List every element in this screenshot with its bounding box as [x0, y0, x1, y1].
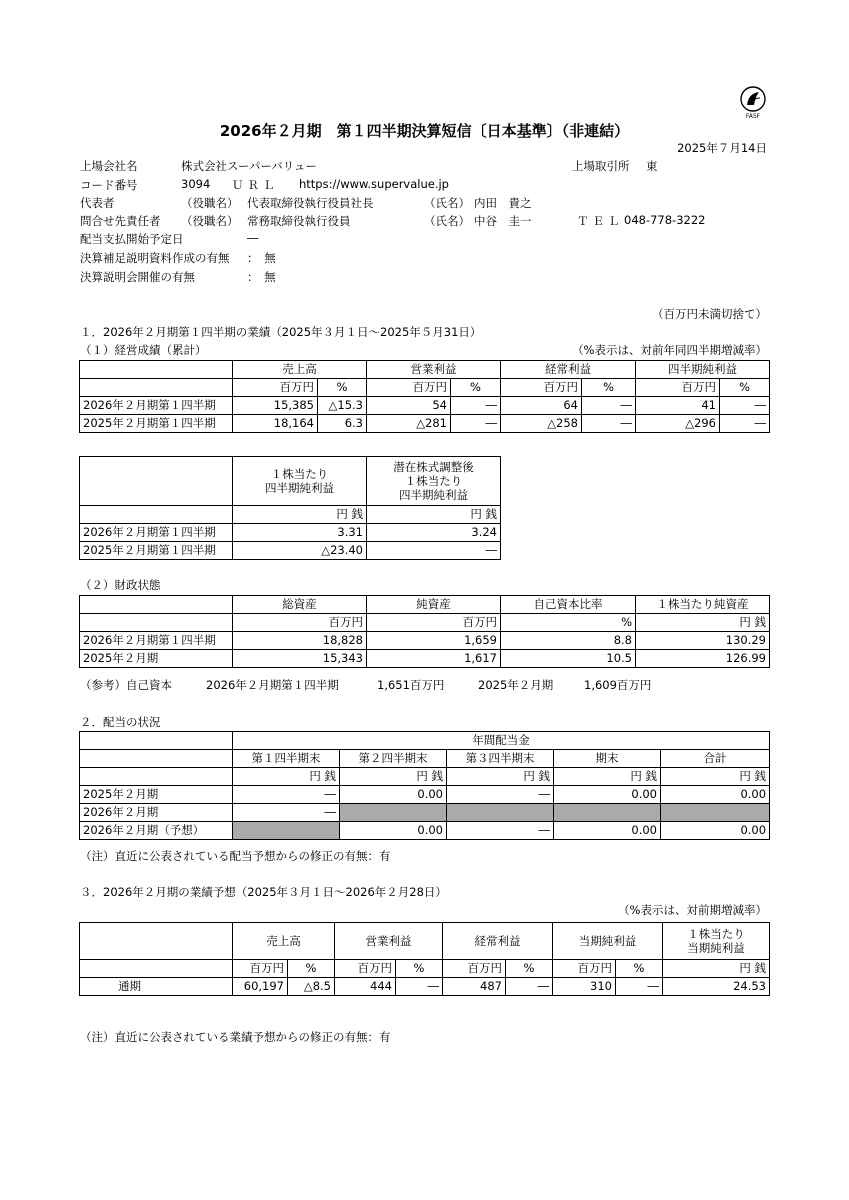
reference-value-2: 1,609百万円 [584, 678, 652, 692]
table-cell: 3.31 [233, 524, 367, 542]
table-cell: 18,828 [233, 632, 367, 650]
meeting-label: 決算説明会開催の有無 [80, 270, 195, 284]
exchange-label: 上場取引所 [572, 159, 630, 173]
unit-mil: 百万円 [501, 379, 582, 397]
table-cell: 1,617 [367, 650, 501, 668]
table-cell: 3.24 [367, 524, 501, 542]
table-cell: 6.3 [318, 415, 367, 433]
table-cell: 2026年２月期第１四半期 [80, 632, 233, 650]
table-cell: 円 銭 [340, 768, 447, 786]
diluted-header-line1: 潜在株式調整後 [393, 460, 474, 474]
operating-results-heading: （１）経営成績（累計） [80, 343, 207, 357]
header-blank [80, 361, 233, 379]
table-cell: 百万円 [553, 960, 616, 978]
unit-yen: 円 銭 [233, 506, 367, 524]
table-row [80, 786, 770, 804]
table-header-row [80, 923, 770, 960]
unit-yen: 円 銭 [367, 506, 501, 524]
unit-pct: % [318, 379, 367, 397]
annual-dividend-header: 年間配当金 [233, 732, 770, 750]
table-cell [233, 457, 367, 506]
header-operating-income: 営業利益 [367, 361, 501, 379]
table-cell [80, 614, 233, 632]
table-cell: % [501, 614, 636, 632]
reference-value-1: 1,651百万円 [377, 678, 445, 692]
table-cell: ― [616, 978, 663, 996]
table-cell: 487 [443, 978, 506, 996]
table-cell: 10.5 [501, 650, 636, 668]
table-cell: 60,197 [233, 978, 288, 996]
dividend-table [79, 731, 770, 840]
section1-heading: １．2026年２月期第１四半期の業績（2025年３月１日～2025年５月31日） [80, 325, 482, 339]
header-year-end: 期末 [554, 750, 661, 768]
listed-company-label: 上場会社名 [80, 159, 138, 173]
table-cell: 百万円 [335, 960, 396, 978]
unit-pct: % [582, 379, 636, 397]
table-cell: 2026年２月期 [80, 804, 233, 822]
table-row [80, 397, 770, 415]
listed-company-value: 株式会社スーパーバリュー [181, 159, 317, 173]
table-cell [554, 804, 661, 822]
contact-label: 問合せ先責任者 [80, 214, 161, 228]
table-row [80, 632, 770, 650]
header-total: 合計 [661, 750, 770, 768]
table-header-row [80, 596, 770, 614]
table-cell: 百万円 [367, 614, 501, 632]
table-cell: 0.00 [340, 822, 447, 840]
table-header-row [80, 750, 770, 768]
header-sales: 売上高 [233, 361, 367, 379]
rep-name-label: （氏名） [424, 196, 470, 210]
table-cell: △258 [501, 415, 582, 433]
table-cell [80, 732, 233, 750]
table-cell: 0.00 [554, 822, 661, 840]
table-cell: 64 [501, 397, 582, 415]
forecast-header-ordinary: 経常利益 [443, 923, 553, 960]
table-header-row [80, 457, 501, 506]
table-cell: 円 銭 [636, 614, 770, 632]
table-cell [663, 923, 770, 960]
table-cell: ― [720, 415, 770, 433]
reference-period-1: 2026年２月期第１四半期 [206, 678, 339, 692]
table-cell: ― [233, 786, 340, 804]
reference-label: （参考）自己資本 [80, 678, 172, 692]
supplementary-value: ： 無 [247, 251, 276, 265]
table-cell: 円 銭 [661, 768, 770, 786]
table-cell: ― [506, 978, 553, 996]
table-cell: 126.99 [636, 650, 770, 668]
table-cell: 1,659 [367, 632, 501, 650]
table-cell [80, 506, 233, 524]
table-cell: 2025年２月期 [80, 650, 233, 668]
table-cell: 2025年２月期第１四半期 [80, 542, 233, 560]
table-header-row [80, 960, 770, 978]
table-cell: 2026年２月期（予想） [80, 822, 233, 840]
table-cell: ― [720, 397, 770, 415]
forecast-eps-header-line2: 当期純利益 [687, 941, 745, 955]
forecast-header-operating: 営業利益 [335, 923, 443, 960]
rep-title: 代表取締役執行役員社長 [247, 196, 374, 210]
header-bps: １株当たり純資産 [636, 596, 770, 614]
forecast-eps-header-line1: １株当たり [687, 927, 745, 941]
table-cell: 0.00 [340, 786, 447, 804]
table-header-row [80, 506, 501, 524]
table-cell [661, 804, 770, 822]
header-total-assets: 総資産 [233, 596, 367, 614]
meeting-value: ： 無 [247, 270, 276, 284]
table-header-row [80, 732, 770, 750]
contact-title: 常務取締役執行役員 [247, 214, 351, 228]
table-cell: 0.00 [554, 786, 661, 804]
table-cell: 0.00 [661, 822, 770, 840]
contact-title-label: （役職名） [181, 214, 239, 228]
table-cell: % [506, 960, 553, 978]
operating-results-table [79, 360, 770, 433]
table-row [80, 978, 770, 996]
table-cell: △23.40 [233, 542, 367, 560]
financial-position-heading: （２）財政状態 [80, 578, 161, 592]
table-cell [233, 822, 340, 840]
table-cell [80, 768, 233, 786]
table-cell: 2026年２月期第１四半期 [80, 397, 233, 415]
url-value[interactable]: https://www.supervalue.jp [299, 177, 449, 191]
code-value: 3094 [181, 177, 211, 191]
table-row [80, 542, 501, 560]
table-cell [80, 379, 233, 397]
reference-period-2: 2025年２月期 [478, 678, 554, 692]
table-cell: 通期 [80, 978, 233, 996]
table-row [80, 415, 770, 433]
table-row [80, 822, 770, 840]
table-cell: % [288, 960, 335, 978]
unit-mil: 百万円 [367, 379, 451, 397]
header-q2-end: 第２四半期末 [340, 750, 447, 768]
table-cell: 百万円 [233, 614, 367, 632]
unit-pct: % [451, 379, 501, 397]
table-cell: 円 銭 [447, 768, 554, 786]
table-cell: △296 [636, 415, 720, 433]
table-row [80, 524, 501, 542]
forecast-revision-note: （注）直近に公表されている業績予想からの修正の有無：有 [80, 1030, 391, 1044]
diluted-header-line3: 四半期純利益 [399, 488, 468, 502]
unit-mil: 百万円 [233, 379, 318, 397]
forecast-pct-note: （%表示は、対前期増減率） [618, 903, 767, 917]
table-header-row [80, 768, 770, 786]
table-cell: ― [396, 978, 443, 996]
table-cell [447, 804, 554, 822]
table-cell [80, 750, 233, 768]
rep-title-label: （役職名） [181, 196, 239, 210]
table-cell: ― [367, 542, 501, 560]
table-cell: 百万円 [233, 960, 288, 978]
contact-name: 中谷 圭一 [474, 214, 532, 228]
table-cell: 2025年２月期 [80, 786, 233, 804]
table-cell: 0.00 [661, 786, 770, 804]
table-cell: 2026年２月期第１四半期 [80, 524, 233, 542]
table-cell: 18,164 [233, 415, 318, 433]
table-cell: 54 [367, 397, 451, 415]
unit-pct: % [720, 379, 770, 397]
header-q1-end: 第１四半期末 [233, 750, 340, 768]
table-cell: 310 [553, 978, 616, 996]
table-cell [340, 804, 447, 822]
url-label: ＵＲＬ [232, 178, 279, 192]
eps-header-line2: 四半期純利益 [265, 481, 334, 495]
contact-name-label: （氏名） [424, 214, 470, 228]
supplementary-label: 決算補足説明資料作成の有無 [80, 251, 230, 265]
header-q3-end: 第３四半期末 [447, 750, 554, 768]
financial-position-table [79, 595, 770, 668]
table-cell: 円 銭 [233, 768, 340, 786]
page-title: 2026年２月期 第１四半期決算短信〔日本基準〕（非連結） [219, 122, 630, 140]
table-cell: 百万円 [443, 960, 506, 978]
table-cell: 15,343 [233, 650, 367, 668]
table-cell: 円 銭 [663, 960, 770, 978]
header-net-assets: 純資産 [367, 596, 501, 614]
table-cell: ― [451, 397, 501, 415]
table-header-row [80, 361, 770, 379]
table-cell: % [396, 960, 443, 978]
table-row [80, 650, 770, 668]
forecast-header-net: 当期純利益 [553, 923, 663, 960]
dividend-date-label: 配当支払開始予定日 [80, 232, 184, 246]
forecast-table [79, 922, 770, 996]
table-cell [80, 923, 233, 960]
table-cell: 2025年２月期第１四半期 [80, 415, 233, 433]
table-cell: 8.8 [501, 632, 636, 650]
logo-text: FASF [745, 113, 761, 120]
table-cell: 15,385 [233, 397, 318, 415]
table-cell: % [616, 960, 663, 978]
table-cell: ― [233, 804, 340, 822]
table-cell [80, 596, 233, 614]
dividend-revision-note: （注）直近に公表されている配当予想からの修正の有無：有 [80, 849, 391, 863]
table-cell: 41 [636, 397, 720, 415]
table-cell: △281 [367, 415, 451, 433]
eps-table [79, 456, 501, 560]
table-cell: 444 [335, 978, 396, 996]
forecast-header-sales: 売上高 [233, 923, 335, 960]
exchange-value: 東 [646, 159, 658, 173]
header-net-income: 四半期純利益 [636, 361, 770, 379]
unit-mil: 百万円 [636, 379, 720, 397]
table-cell [80, 960, 233, 978]
header-equity-ratio: 自己資本比率 [501, 596, 636, 614]
table-cell: ― [447, 786, 554, 804]
representative-label: 代表者 [80, 196, 115, 210]
diluted-header-line2: １株当たり [404, 474, 463, 488]
dividend-date-value: ― [247, 231, 259, 245]
table-header-row [80, 379, 770, 397]
table-cell: △15.3 [318, 397, 367, 415]
table-cell: ― [451, 415, 501, 433]
fasf-logo [738, 86, 768, 120]
table-cell: △8.5 [288, 978, 335, 996]
table-cell [80, 457, 233, 506]
table-cell: 円 銭 [554, 768, 661, 786]
table-cell: ― [582, 397, 636, 415]
table-cell: ― [447, 822, 554, 840]
rep-name: 内田 貴之 [474, 196, 532, 210]
table-cell [367, 457, 501, 506]
table-cell: 130.29 [636, 632, 770, 650]
table-cell: ― [582, 415, 636, 433]
eps-header-line1: １株当たり [270, 467, 329, 481]
tel-label: ＴＥＬ [577, 214, 624, 228]
section3-heading: ３．2026年２月期の業績予想（2025年３月１日～2026年２月28日） [80, 885, 447, 899]
report-date: 2025年７月14日 [677, 141, 767, 155]
operating-results-note: （%表示は、対前年同四半期増減率） [572, 343, 767, 357]
table-cell: 24.53 [663, 978, 770, 996]
header-ordinary-income: 経常利益 [501, 361, 636, 379]
table-row [80, 804, 770, 822]
code-label: コード番号 [80, 178, 138, 192]
section2-heading: ２．配当の状況 [80, 715, 161, 729]
table-header-row [80, 614, 770, 632]
tel-value: 048-778-3222 [624, 213, 706, 227]
rounding-note: （百万円未満切捨て） [652, 307, 767, 321]
